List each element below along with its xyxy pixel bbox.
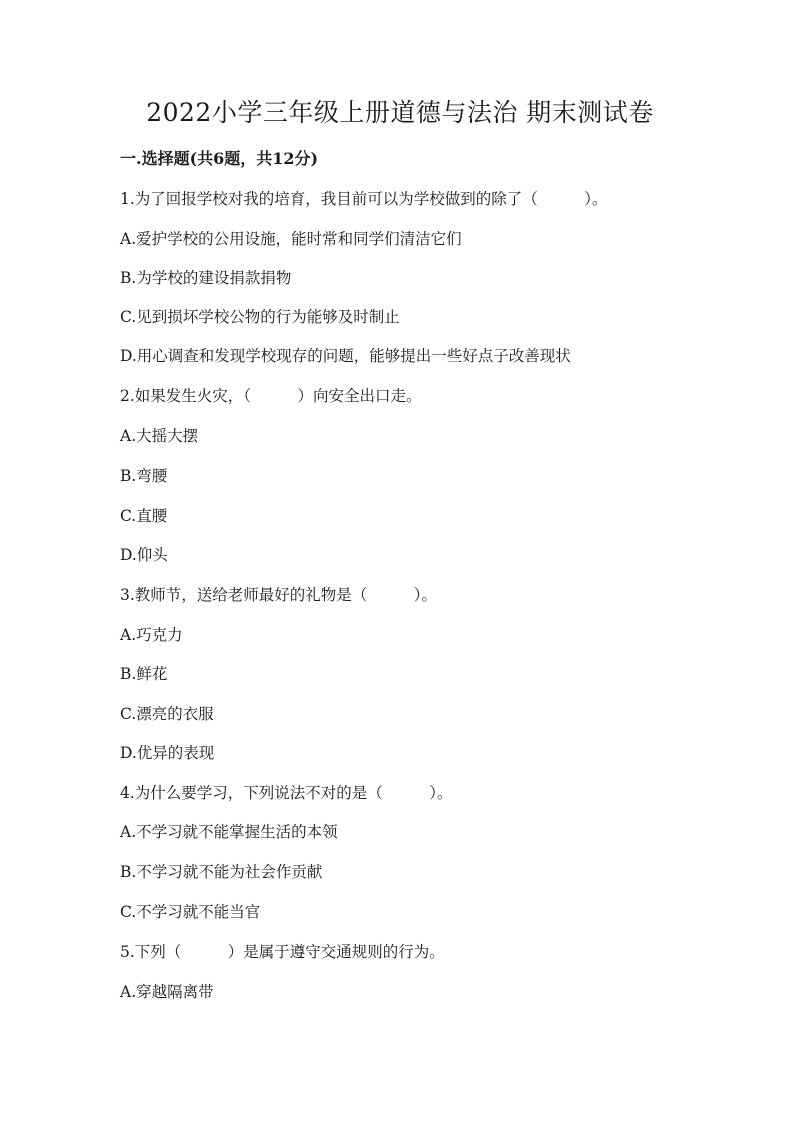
question-2-option-b: B.弯腰: [120, 467, 168, 485]
question-3-stem: 3.教师节，送给老师最好的礼物是（ ）。: [120, 586, 438, 604]
question-4-option-b: B.不学习就不能为社会作贡献: [120, 863, 323, 881]
question-2-option-a: A.大摇大摆: [120, 427, 199, 445]
question-2-option-d: D.仰头: [120, 546, 168, 564]
question-3-option-d: D.优异的表现: [120, 744, 215, 762]
question-4-stem: 4.为什么要学习，下列说法不对的是（ ）。: [120, 784, 453, 802]
question-5-option-a: A.穿越隔离带: [120, 983, 214, 1001]
question-3-option-a: A.巧克力: [120, 626, 183, 644]
question-5-stem: 5.下列（ ）是属于遵守交通规则的行为。: [120, 943, 445, 961]
question-3-option-c: C.漂亮的衣服: [120, 705, 214, 723]
section-heading: 一.选择题(共6题，共12分): [120, 149, 319, 168]
question-2-option-c: C.直腰: [120, 507, 168, 525]
question-1-option-d: D.用心调查和发现学校现存的问题，能够提出一些好点子改善现状: [120, 347, 571, 365]
question-1-option-a: A.爱护学校的公用设施，能时常和同学们清洁它们: [120, 230, 462, 248]
question-1-option-b: B.为学校的建设捐款捐物: [120, 269, 292, 287]
question-4-option-c: C.不学习就不能当官: [120, 903, 261, 921]
question-4-option-a: A.不学习就不能掌握生活的本领: [120, 823, 338, 841]
question-3-option-b: B.鲜花: [120, 665, 168, 683]
question-2-stem: 2.如果发生火灾，（ ）向安全出口走。: [120, 387, 422, 405]
question-1-option-c: C.见到损坏学校公物的行为能够及时制止: [120, 308, 400, 326]
question-1-stem: 1.为了回报学校对我的培育，我目前可以为学校做到的除了（ ）。: [120, 190, 608, 208]
page-title: 2022小学三年级上册道德与法治 期末测试卷: [146, 98, 654, 127]
